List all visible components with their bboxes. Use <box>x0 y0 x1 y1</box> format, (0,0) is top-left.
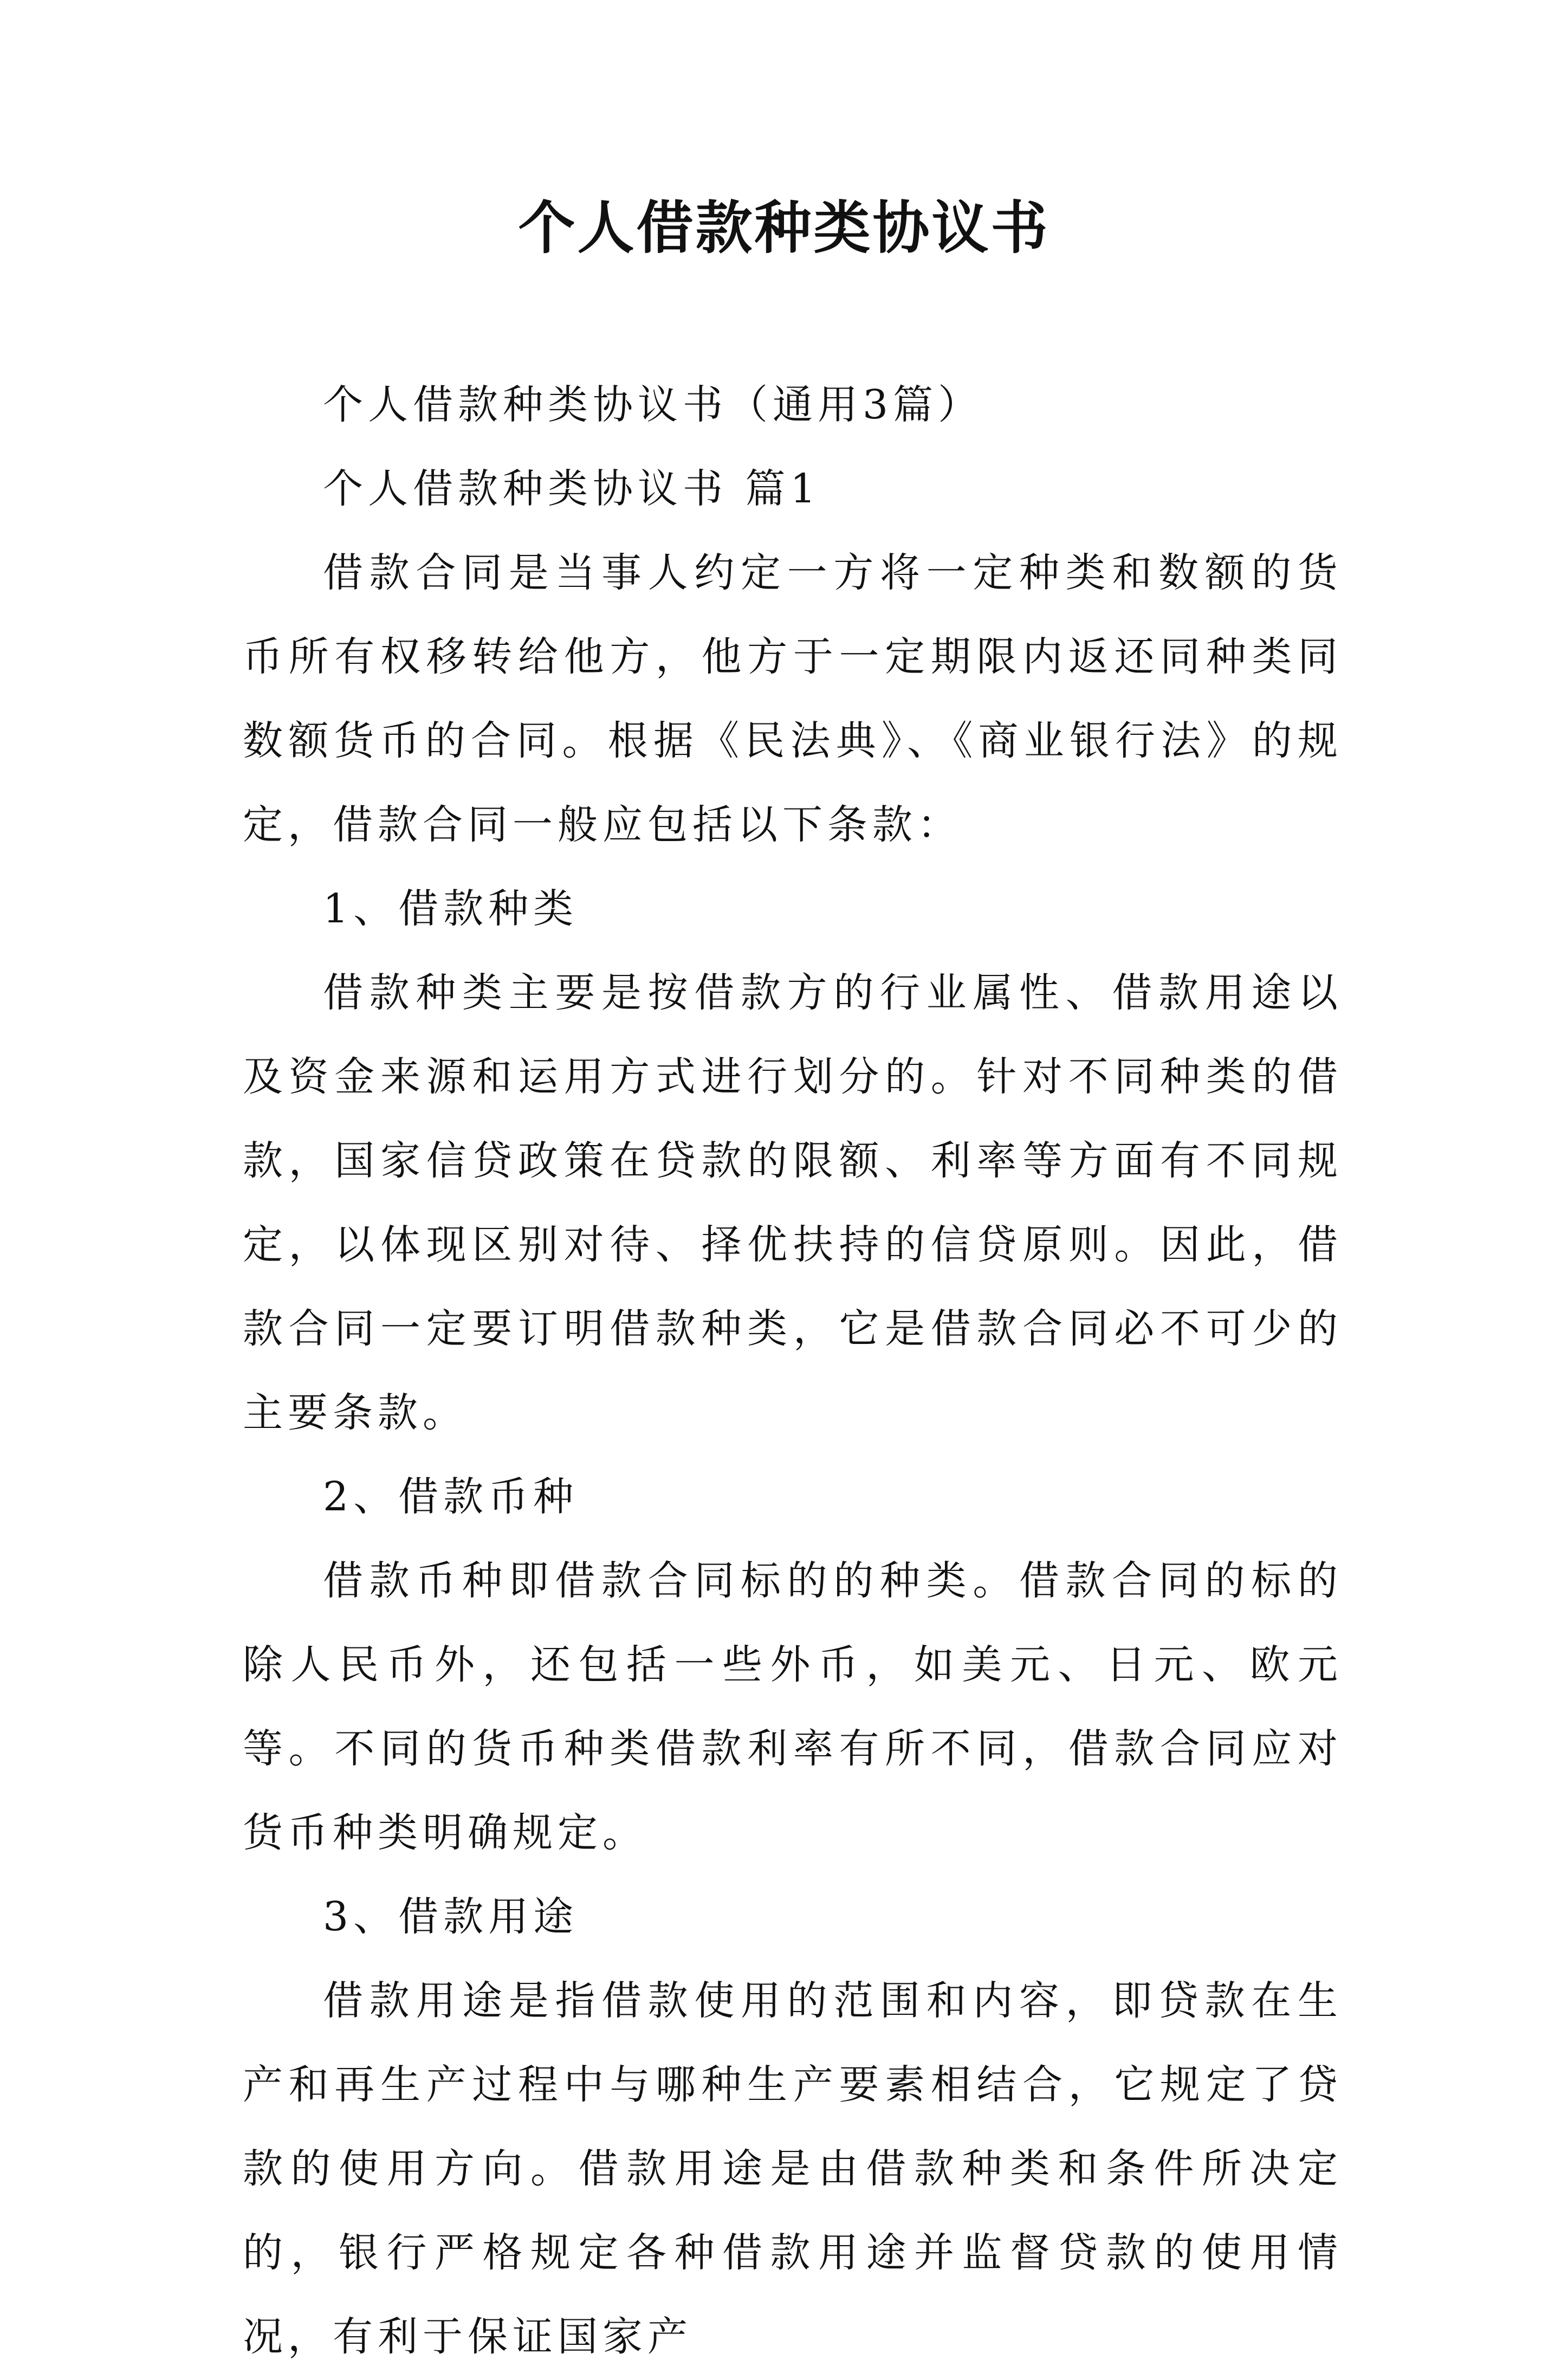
body-paragraph: 借款币种即借款合同标的的种类。借款合同的标的除人民币外，还包括一些外币，如美元、日元、欧元等。不同的货币种类借款利率有所不同，借款合同应对货币种类明确规定。 <box>243 1557 1343 1856</box>
clause-heading: 2、借款币种 <box>323 1473 579 1520</box>
document-title: 个人借款种类协议书 <box>518 194 1050 261</box>
section-heading: 个人借款种类协议书 篇1 <box>323 466 821 512</box>
body-paragraph: 借款种类主要是按借款方的行业属性、借款用途以及资金来源和运用方式进行划分的。针对不同种类的借款，国家信贷政策在贷款的限额、利率等方面有不同规定，以体现区别对待、择优扶持的信贷原则。因此，借款合同一定要订明借款种类，它是借款合同必不可少的主要条款。 <box>243 969 1343 1436</box>
body-paragraph: 借款用途是指借款使用的范围和内容，即贷款在生产和再生产过程中与哪种生产要素相结合，它规定了贷款的使用方向。借款用途是由借款种类和条件所决定的，银行严格规定各种借款用途并监督贷款的使用情况，有利于保证国家产 <box>243 1977 1343 2360</box>
clause-heading: 3、借款用途 <box>323 1893 579 1940</box>
document-body <box>243 363 1343 2379</box>
clause-heading: 1、借款种类 <box>323 885 579 932</box>
document-subtitle: 个人借款种类协议书（通用3篇） <box>323 382 983 428</box>
body-paragraph: 借款合同是当事人约定一方将一定种类和数额的货币所有权移转给他方，他方于一定期限内返还同种类同数额货币的合同。根据《民法典》、《商业银行法》的规定，借款合同一般应包括以下条款： <box>243 550 1343 848</box>
